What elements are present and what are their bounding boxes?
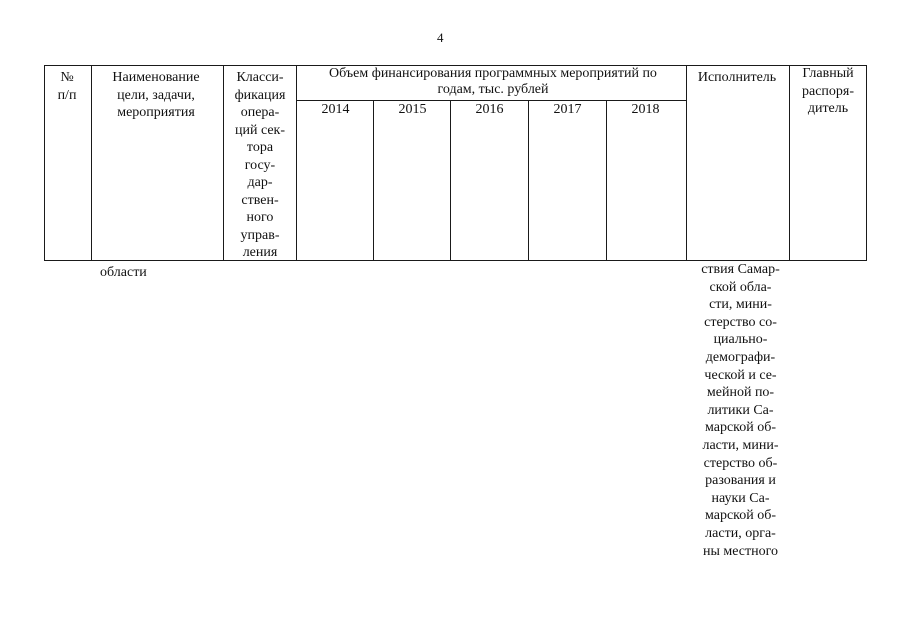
header-year-2015: 2015 [398, 102, 427, 117]
header-year-2018: 2018 [631, 102, 660, 117]
header-executor: Исполнитель [697, 70, 777, 85]
header-table [44, 65, 867, 261]
continuation-name-text: области [100, 265, 147, 280]
header-main-manager: Главный распоря- дитель [801, 66, 855, 116]
header-name: Наименование цели, задачи, мероприятия [112, 70, 200, 120]
continuation-executor-text: ствия Самар- ской обла- сти, мини- стерство со- циально- демографи- ческой и се- мейной по- литики Са- марской об- ласти, мини- стерство об- разования и науки Са- марской об- ласти, орга- ны местного [701, 262, 780, 559]
header-year-2016: 2016 [475, 102, 504, 117]
header-classification: Класси- фикация опера- ций сек- тора госу- дар- ствен- ного управ- ления [234, 70, 286, 260]
header-number: № п/п [57, 70, 77, 103]
header-volume: Объем финансирования программных мероприятий по годам, тыс. рублей [329, 66, 657, 97]
page-number: 4 [437, 30, 444, 45]
header-year-2017: 2017 [553, 102, 582, 117]
header-year-2014: 2014 [321, 102, 350, 117]
